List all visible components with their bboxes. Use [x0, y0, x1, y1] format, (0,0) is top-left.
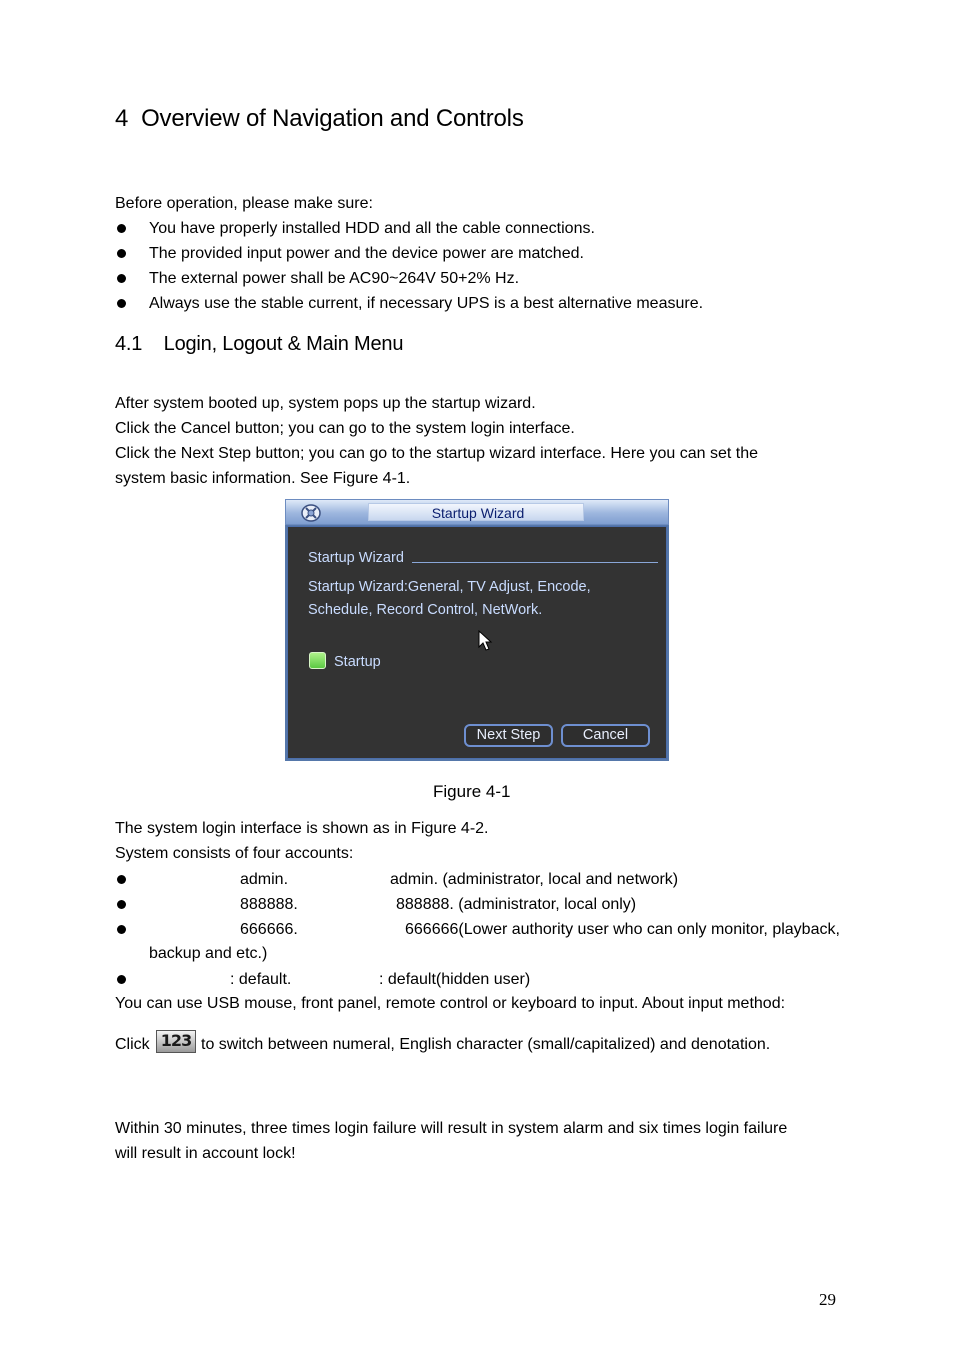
warning-line: Within 30 minutes, three times login failure will result in system alarm and six times login failure — [115, 1120, 788, 1137]
bullet-icon — [117, 925, 126, 934]
section-number: 4.1 — [115, 333, 143, 355]
bullet-icon — [117, 224, 126, 233]
check-item: You have properly installed HDD and all the cable connections. — [149, 220, 595, 237]
chapter-title: Overview of Navigation and Controls — [141, 105, 524, 132]
warning-line: will result in account lock! — [115, 1145, 296, 1162]
bullet-icon — [117, 299, 126, 308]
paragraph-line: After system booted up, system pops up the startup wizard. — [115, 395, 536, 412]
paragraph-line: Click the Cancel button; you can go to the system login interface. — [115, 420, 575, 437]
cancel-button[interactable]: Cancel — [561, 724, 650, 747]
check-item: Always use the stable current, if necessary UPS is a best alternative measure. — [149, 295, 704, 312]
input-method-123-icon: 123 — [156, 1030, 196, 1053]
wizard-description-line: Startup Wizard:General, TV Adjust, Encode, — [308, 579, 591, 595]
bullet-icon — [117, 274, 126, 283]
check-item: The provided input power and the device power are matched. — [149, 245, 584, 262]
paragraph-line: system basic information. See Figure 4-1. — [115, 470, 411, 487]
intro-text: Before operation, please make sure: — [115, 195, 373, 212]
bullet-icon — [117, 900, 126, 909]
wizard-titlebar — [285, 499, 669, 525]
wizard-divider — [412, 562, 658, 563]
chapter-heading — [115, 104, 524, 134]
chapter-number: 4 — [115, 105, 129, 132]
account-name: 666666. — [240, 921, 298, 938]
mouse-cursor-icon — [478, 630, 494, 652]
wizard-group-label: Startup Wizard — [308, 550, 404, 566]
bullet-icon — [117, 249, 126, 258]
startup-checkbox[interactable] — [309, 652, 326, 669]
wizard-panel — [287, 526, 667, 759]
wizard-description-line: Schedule, Record Control, NetWork. — [308, 602, 543, 618]
wizard-title: Startup Wizard — [431, 505, 525, 521]
click-prefix: Click — [115, 1036, 150, 1053]
account-description-continued: backup and etc.) — [149, 945, 268, 962]
startup-checkbox-label: Startup — [334, 654, 381, 670]
section-title: Login, Logout & Main Menu — [163, 333, 404, 355]
paragraph-line: Click the Next Step button; you can go to the startup wizard interface. Here you can set the — [115, 445, 759, 462]
figure-caption: Figure 4-1 — [433, 782, 511, 801]
check-item: The external power shall be AC90~264V 50+2% Hz. — [149, 270, 520, 287]
login-text-line: The system login interface is shown as in Figure 4-2. — [115, 820, 489, 837]
account-name: admin. — [240, 871, 289, 888]
account-description: : default(hidden user) — [379, 971, 531, 988]
click-suffix: to switch between numeral, English character (small/capitalized) and denotation. — [201, 1036, 771, 1053]
account-description: 888888. (administrator, local only) — [396, 896, 637, 913]
account-description: admin. (administrator, local and network) — [390, 871, 679, 888]
startup-wizard-dialog — [285, 499, 669, 761]
page-number: 29 — [819, 1290, 836, 1309]
next-step-button[interactable]: Next Step — [464, 724, 553, 747]
account-name: 888888. — [240, 896, 298, 913]
account-name: : default. — [230, 971, 292, 988]
bullet-icon — [117, 975, 126, 984]
login-text-line: System consists of four accounts: — [115, 845, 354, 862]
section-heading — [115, 331, 403, 357]
account-description: 666666(Lower authority user who can only monitor, playback, — [405, 921, 840, 938]
input-method-text: You can use USB mouse, front panel, remote control or keyboard to input. About input method: — [115, 995, 786, 1012]
bullet-icon — [117, 875, 126, 884]
